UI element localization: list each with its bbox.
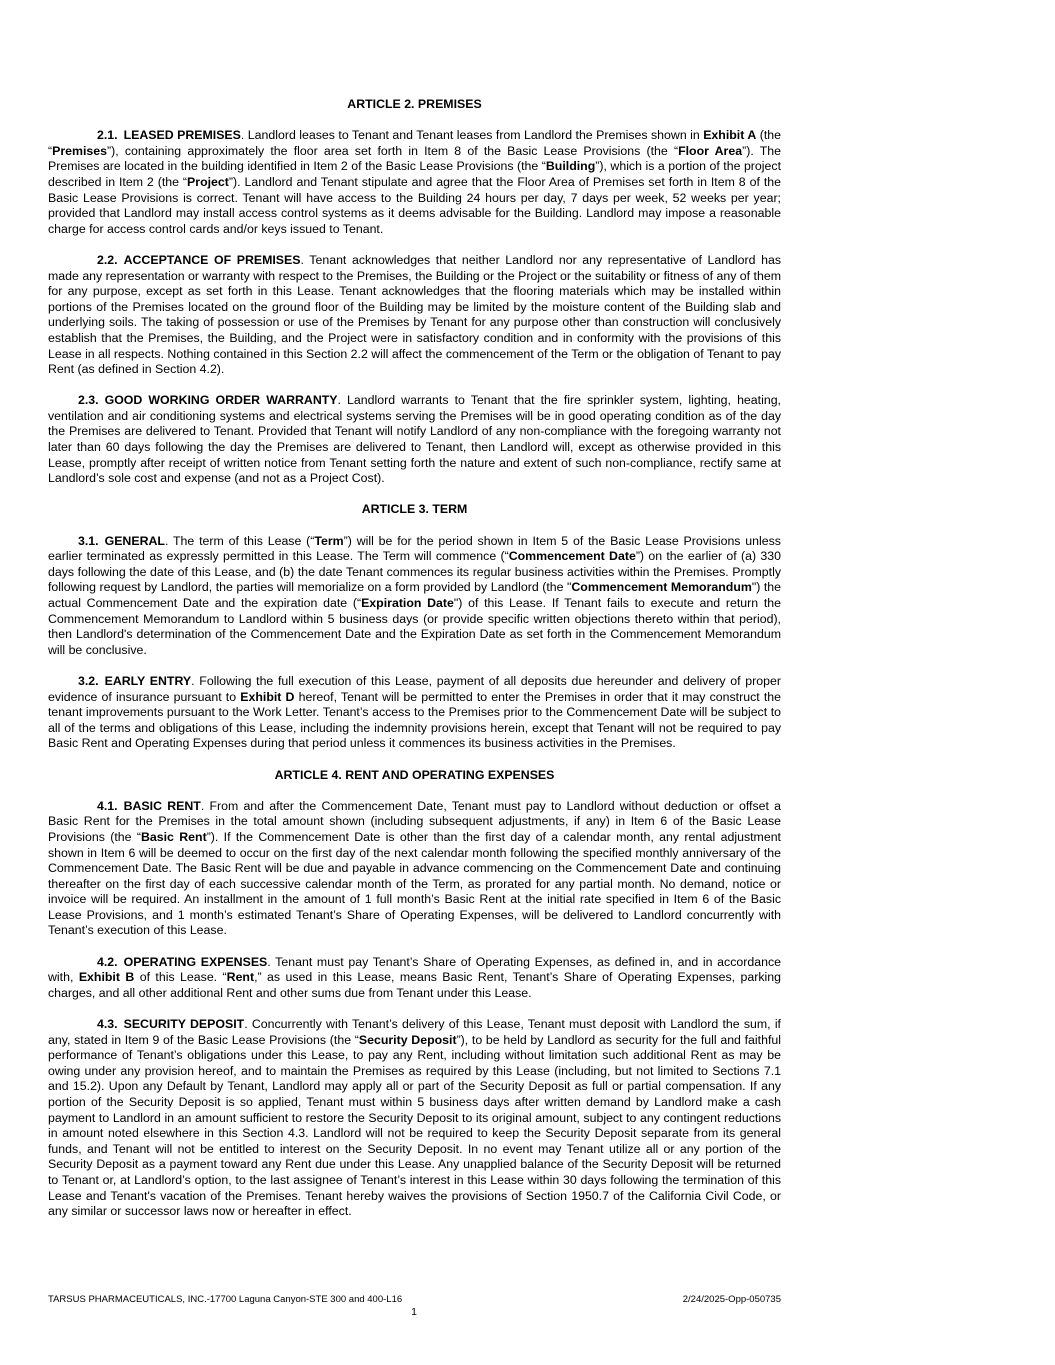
- section-text: . The term of this Lease (“: [164, 533, 315, 548]
- section-number: 2.3.: [78, 393, 99, 408]
- section-2-1: [48, 128, 781, 237]
- section-text: ") the actual Commencement Date and the expiration date (“: [48, 580, 782, 610]
- section-text: . From and after the Commencement Date, Tenant must pay to Landlord without deduction or offset a Basic Rent for the Premises in the total amount shown (including subsequent adjustments, if any) in Item 6 of the Basic Lease Provisions (the “: [48, 798, 782, 844]
- article-2-heading: ARTICLE 2. PREMISES: [347, 97, 482, 111]
- defined-term: Floor Area: [678, 143, 743, 158]
- article-4-heading: ARTICLE 4. RENT AND OPERATING EXPENSES: [274, 767, 555, 782]
- section-text: . Tenant must pay Tenant’s Share of Operating Expenses, as defined in, and in accordance with,: [48, 954, 781, 985]
- defined-term: Exhibit D: [240, 689, 295, 704]
- defined-term: Basic Rent: [140, 829, 207, 844]
- section-text: . Concurrently with Tenant’s delivery of this Lease, Tenant must deposit with Landlord the sum, if any, stated in Item 9 of the Basic Lease Provisions (the “: [48, 1017, 781, 1047]
- section-text: ”), to be held by Landlord as security for the full and faithful performance of Tenant’s obligations under this Lease, to pay any Rent, including without limitation such additional Rent as may be owing under any provision hereof, and to maintain the Premises as required by this Lease (including, but not limited to Sections 7.1 and 15.2). Upon any Default by Tenant, Landlord may apply all or part of the Security Deposit as full or partial compensation. If any portion of the Security Deposit is so applied, Tenant must within 5 business days after written demand by Landlord make a cash payment to Landlord in an amount sufficient to restore the Security Deposit to its original amount, subject to any contingent reductions in amount noted elsewhere in this Section 4.3. Landlord will not be required to keep the Security Deposit separate from its general funds, and Tenant will not be entitled to interest on the Security Deposit. In no event may Tenant utilize all or any portion of the Security Deposit as a payment toward any Rent due under this Lease. Any unapplied balance of the Security Deposit will be returned to Tenant or, at Landlord’s option, to the last assignee of Tenant’s interest in this Lease within 30 days following the termination of this Lease and Tenant's vacation of the Premises. Tenant hereby waives the provisions of Section 1950.7 of the California Civil Code, or any similar or successor laws now or hereafter in effect.: [48, 1032, 781, 1219]
- defined-term: Commencement Date: [508, 549, 636, 564]
- section-text: ”). If the Commencement Date is other than the first day of a calendar month, any rental adjustment shown in Item 6 will be deemed to occur on the first day of the next calendar month following the specified monthly anniversary of the Commencement Date. The Basic Rent will be due and payable in advance commencing on the Commencement Date and continuing thereafter on the first day of each successive calendar month of the Term, as prorated for any partial month. No demand, notice or invoice will be required. An installment in the amount of 1 full month’s Basic Rent at the initial rate specified in Item 6 of the Basic Lease Provisions, and 1 month’s estimated Tenant’s Share of Operating Expenses, will be delivered to Landlord concurrently with Tenant’s execution of this Lease.: [48, 829, 781, 938]
- section-number: 4.1.: [97, 798, 118, 813]
- section-text: ”) will be for the period shown in Item 5 of the Basic Lease Provisions unless earlier terminated as expressly permitted in this Lease. The Term will commence (“: [48, 533, 781, 564]
- section-2-2: [48, 253, 781, 378]
- section-title: GENERAL: [104, 533, 165, 548]
- defined-term: Security Deposit: [358, 1032, 457, 1047]
- section-4-2: [48, 955, 781, 1002]
- defined-term: Expiration Date: [361, 596, 454, 610]
- section-number: 2.2.: [97, 252, 118, 267]
- section-3-1: [48, 534, 781, 659]
- footer-document-id: TARSUS PHARMACEUTICALS, INC.-17700 Laguna Canyon-STE 300 and 400-L16: [48, 1294, 403, 1305]
- section-text: of this Lease. “: [134, 970, 227, 985]
- defined-term: Building: [545, 159, 596, 174]
- section-title: OPERATING EXPENSES: [123, 954, 268, 969]
- defined-term: Exhibit A: [703, 128, 757, 143]
- section-text: ”) on the earlier of (a) 330 days following the date of this Lease, and (b) the date Tenant commences its regular business activities within the Premises. Promptly following request by Landlord, the parties will memorialize on a form provided by Landlord (the ": [48, 549, 782, 595]
- section-text: (the “: [48, 128, 781, 158]
- section-3-2: [48, 674, 781, 752]
- section-number: 3.2.: [78, 673, 99, 688]
- section-title: LEASED PREMISES: [123, 128, 241, 143]
- section-text: ”), containing approximately the floor area set forth in Item 8 of the Basic Lease Provisions (the “: [107, 143, 679, 158]
- section-text: . Following the full execution of this Lease, payment of all deposits due hereunder and delivery of proper evidence of insurance pursuant to: [48, 673, 781, 704]
- section-text: . Tenant acknowledges that neither Landlord nor any representative of Landlord has made any representation or warranty with respect to the Premises, the Building or the Project or the suitability or fitness of any of them for any purpose, except as set forth in this Lease. Tenant acknowledges that the flooring materials which may be installed within portions of the Premises located on the ground floor of the Building may be limited by the moisture content of the Building slab and underlying soils. The taking of possession or use of the Premises by Tenant for any purpose other than construction will conclusively establish that the Premises, the Building, and the Project were in satisfactory condition and in conformity with the provisions of this Lease in all respects. Nothing contained in this Section 2.2 will affect the commencement of the Term or the obligation of Tenant to pay Rent (as defined in Section 4.2).: [48, 252, 782, 377]
- section-text: ”). The Premises are located in the building identified in Item 2 of the Basic Lease Provisions (the “: [48, 143, 781, 174]
- section-text: hereof, Tenant will be permitted to enter the Premises in order that it may construct the tenant improvements pursuant to the Work Letter. Tenant’s access to the Premises prior to the Commencement Date will be subject to all of the terms and obligations of this Lease, including the indemnity provisions herein, except that Tenant will not be required to pay Basic Rent and Operating Expenses during that period unless it commences its business activities in the Premises.: [48, 689, 781, 751]
- section-4-3: [48, 1017, 781, 1220]
- section-2-3: [48, 393, 781, 487]
- section-title: BASIC RENT: [123, 798, 201, 813]
- defined-term: Premises: [52, 143, 108, 158]
- section-title: SECURITY DEPOSIT: [123, 1017, 245, 1032]
- article-3-heading: ARTICLE 3. TERM: [361, 502, 468, 517]
- section-number: 4.3.: [97, 1017, 118, 1032]
- defined-term: Commencement Memorandum: [571, 580, 752, 595]
- section-title: GOOD WORKING ORDER WARRANTY: [104, 393, 338, 408]
- defined-term: Rent: [226, 970, 255, 985]
- section-4-1: [48, 799, 781, 939]
- page-number: 1: [411, 1306, 417, 1318]
- footer-date-code: 2/24/2025-Opp-050735: [682, 1294, 781, 1305]
- defined-term: Term: [314, 533, 344, 548]
- section-number: 4.2.: [97, 954, 118, 969]
- section-text: ") of this Lease. If Tenant fails to execute and return the Commencement Memorandum to Landlord within 5 business days (or provide specific written objections thereto within that period), then Landlord's determination of the Commencement Date and the Expiration Date as set forth in the Commencement Memorandum will be conclusive.: [48, 596, 781, 657]
- defined-term: Exhibit B: [78, 970, 135, 985]
- section-text: . Landlord warrants to Tenant that the fire sprinkler system, lighting, heating, ventilation and air conditioning systems and electrical systems serving the Premises will be in good operating condition as of the day the Premises are delivered to Tenant. Provided that Tenant will notify Landlord of any non-compliance with the foregoing warranty not later than 60 days following the day the Premises are delivered to Tenant, then Landlord will, except as otherwise provided in this Lease, promptly after receipt of written notice from Tenant setting forth the nature and extent of such non-compliance, rectify same at Landlord’s sole cost and expense (and not as a Project Cost).: [48, 393, 781, 486]
- section-number: 3.1.: [78, 533, 99, 548]
- section-title: EARLY ENTRY: [104, 673, 192, 688]
- section-text: . Landlord leases to Tenant and Tenant leases from Landlord the Premises shown in: [240, 128, 704, 143]
- section-text: ”). Landlord and Tenant stipulate and agree that the Floor Area of Premises set forth in Item 8 of the Basic Lease Provisions is correct. Tenant will have access to the Building 24 hours per day, 7 days per week, 52 weeks per year; provided that Landlord may install access control systems as it deems advisable for the Building. Landlord may impose a reasonable charge for access control cards and/or keys issued to Tenant.: [48, 174, 781, 236]
- section-title: ACCEPTANCE OF PREMISES: [123, 252, 301, 267]
- section-text: ”), which is a portion of the project described in Item 2 (the “: [48, 159, 781, 189]
- document-body: [48, 97, 781, 1235]
- defined-term: Project: [187, 174, 229, 189]
- section-text: ,” as used in this Lease, means Basic Rent, Tenant’s Share of Operating Expenses, parking charges, and all other additional Rent and other sums due from Tenant under this Lease.: [48, 970, 781, 1000]
- section-number: 2.1.: [97, 128, 118, 143]
